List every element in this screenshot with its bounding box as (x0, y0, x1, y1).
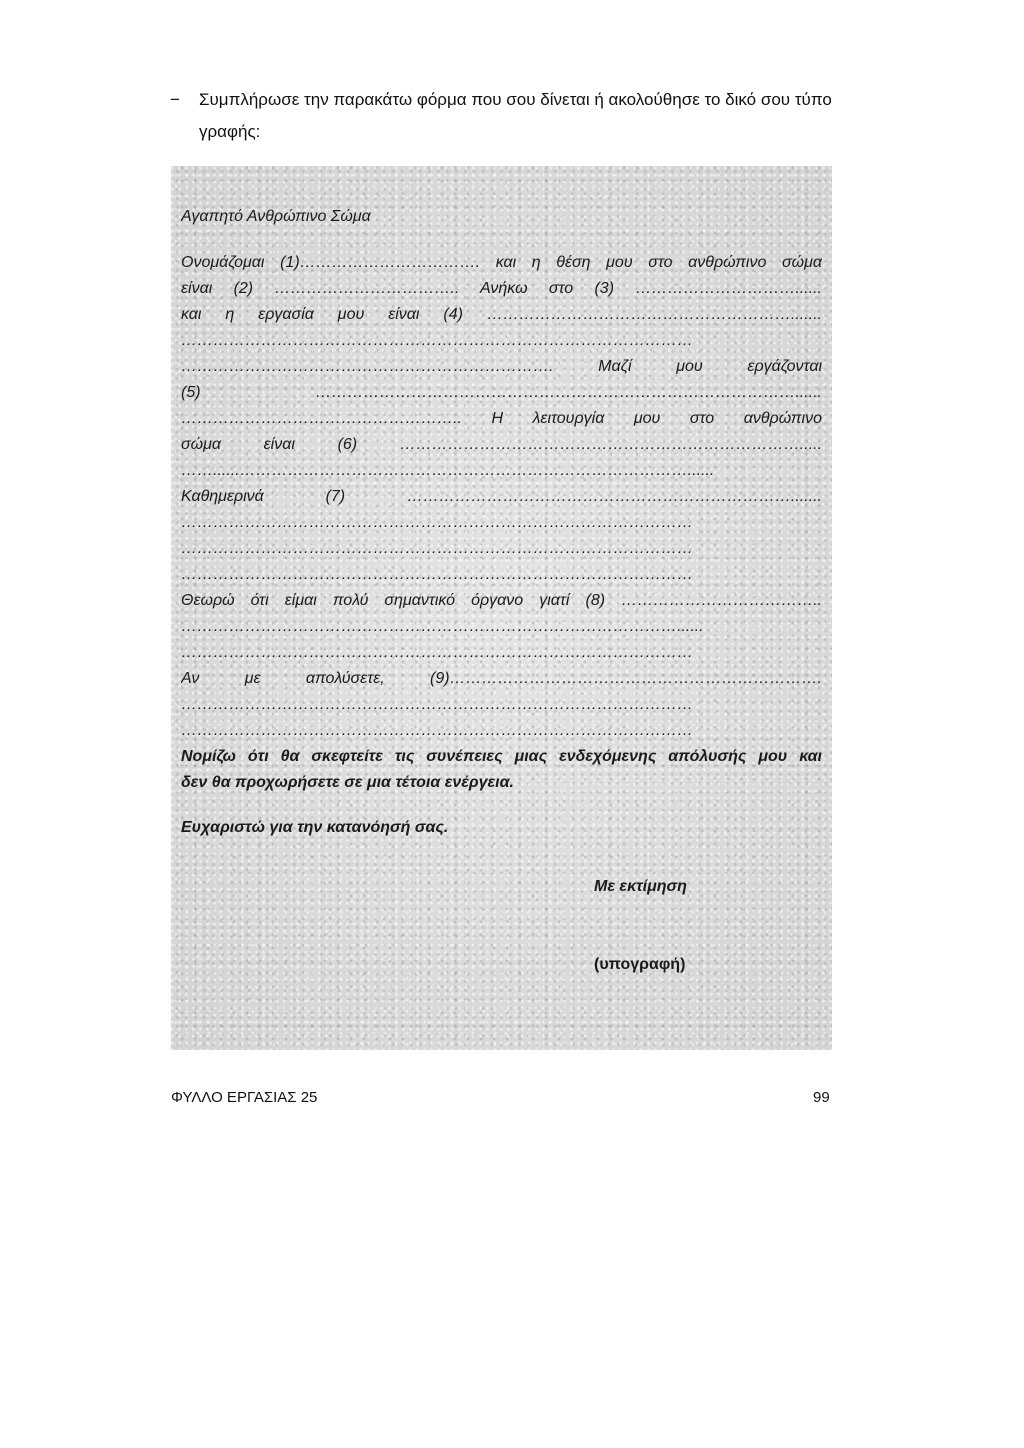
form-line: ……………………………………………………………. Μαζί μου εργάζονται (181, 358, 822, 375)
form-line: …………………………………………………………………………………… (181, 696, 693, 713)
form-line: (5) ………………………………………………………………………………...... (181, 384, 822, 401)
instruction-text: Συμπλήρωσε την παρακάτω φόρμα που σου δίνεται ή ακολούθησε το δικό σου τύπο γραφής: (199, 90, 832, 141)
instruction (170, 84, 840, 148)
form-line: ……......…………………………………………………………………………...... (181, 462, 715, 479)
form-line: …………………………………………………………………………………… (181, 722, 693, 739)
form-line: είναι (2) …………………………….. Ανήκω στο (3) …………………………...... (181, 280, 822, 297)
form-line: …………………………………………………………………………………… (181, 540, 693, 557)
form-line: και η εργασία μου είναι (4) …………………………………………………....... (181, 306, 822, 323)
form-line: …………………………………………………………………………………… (181, 514, 693, 531)
bullet-dash: − (170, 90, 180, 109)
footer-worksheet-label: ΦΥΛΛΟ ΕΡΓΑΣΙΑΣ 25 (171, 1089, 318, 1106)
page-number: 99 (813, 1089, 830, 1106)
signature-placeholder: (υπογραφή) (594, 956, 686, 973)
form-line: Καθημερινά (7) ………………………………………………………………....... (181, 488, 822, 505)
form-line: …………………………………………………………………………………… (181, 332, 693, 349)
thanks-line: Ευχαριστώ για την κατανόησή σας. (181, 819, 449, 836)
regards-text: Με εκτίμηση (594, 878, 687, 895)
form-line: …………………………………………………………………………………… (181, 566, 693, 583)
form-line: Αν με απολύσετε, (9)……………………………………………………………. (181, 670, 822, 687)
conclusion-line: δεν θα προχωρήσετε σε μια τέτοια ενέργεια. (181, 774, 514, 791)
conclusion-line: Νομίζω ότι θα σκεφτείτε τις συνέπειες μιας ενδεχόμενης απόλυσής μου και (181, 748, 822, 765)
letter-title: Αγαπητό Ανθρώπινο Σώμα (181, 208, 371, 225)
form-line: …………………………………………………………………………………… (181, 644, 693, 661)
form-line: …………………………………………….. Η λειτουργία μου στο ανθρώπινο (181, 410, 822, 427)
form-line: …………………………………………………………………………………...... (181, 618, 704, 635)
letter-form (181, 204, 822, 841)
form-line: Θεωρώ ότι είμαι πολύ σημαντικό όργανο γιατί (8) ……………………………….. (181, 592, 822, 609)
form-line: σώμα είναι (6) …………………………………………………………………..... (181, 436, 822, 453)
form-line: Ονομάζομαι (1)……………………………. και η θέση μου στο ανθρώπινο σώμα (181, 254, 822, 271)
